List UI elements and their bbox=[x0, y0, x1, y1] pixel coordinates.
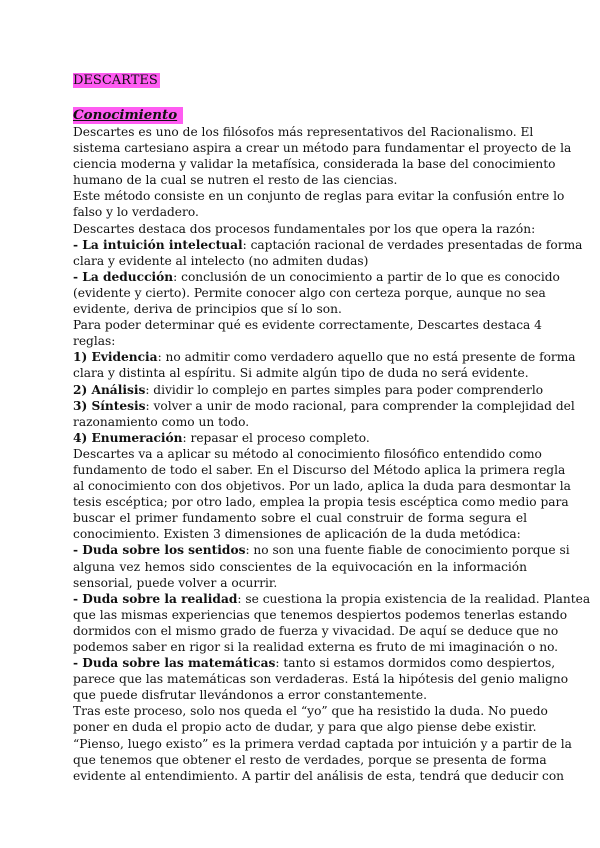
line-text: Descartes destaca dos procesos fundamentales por los que opera la razón: bbox=[73, 221, 536, 236]
line-text: ciencia moderna y validar la metafísica, considerada la base del conocimiento bbox=[73, 157, 556, 172]
line-text: clara y evidente al intelecto (no admiten dudas) bbox=[73, 253, 369, 268]
line-text: tesis escéptica; por otro lado, emplea la propia tesis escéptica como medio para bbox=[73, 495, 569, 510]
line-text: sensorial, puede volver a ocurrir. bbox=[73, 575, 278, 590]
line-text: evidente al entendimiento. A partir del análisis de esta, tendrá que deducir con bbox=[73, 768, 565, 783]
line-text: al conocimiento con dos objetivos. Por un lado, aplica la duda para desmontar la bbox=[73, 479, 571, 494]
line-text: podemos saber en rigor si la realidad externa es fruto de mi imaginación o no. bbox=[73, 640, 559, 654]
bold-term: 1) Evidencia bbox=[73, 350, 158, 365]
text-line bbox=[73, 510, 527, 526]
line-text: : volver a unir de modo racional, para comprender la complejidad del bbox=[145, 398, 575, 413]
line-text: fundamento de todo el saber. En el Discurso del Método aplica la primera regla bbox=[73, 462, 566, 477]
bold-term: - La deducción bbox=[73, 269, 174, 284]
line-text: alguna vez hemos sido conscientes de la equivocación en la información bbox=[73, 559, 527, 574]
text-line bbox=[73, 172, 527, 188]
line-text: falso y lo verdadero. bbox=[73, 205, 199, 220]
text-line bbox=[73, 478, 571, 494]
title-block bbox=[73, 72, 527, 107]
line-text: humano de la cual se nutren el resto de las ciencias. bbox=[73, 173, 398, 188]
text-line bbox=[73, 526, 527, 542]
bold-term: 4) Enumeración bbox=[73, 430, 183, 445]
line-text: : captación racional de verdades presentadas de forma bbox=[242, 237, 583, 252]
text-line bbox=[73, 188, 565, 204]
text-line bbox=[73, 204, 527, 220]
text-line bbox=[73, 719, 537, 735]
line-text: “Pienso, luego existo” es la primera verdad captada por intuición y a partir de la bbox=[73, 736, 572, 751]
text-line bbox=[73, 221, 536, 237]
line-text: evidente, deriva de principios que sí lo son. bbox=[73, 302, 342, 317]
text-line bbox=[73, 237, 583, 253]
line-text: : repasar el proceso completo. bbox=[182, 430, 370, 445]
line-text: sistema cartesiano aspira a crear un método para fundamentar el proyecto de la bbox=[73, 141, 572, 156]
line-text: Para poder determinar qué es evidente correctamente, Descartes destaca 4 bbox=[73, 318, 542, 333]
bold-term: - Duda sobre la realidad bbox=[73, 591, 238, 606]
bold-term: 2) Análisis bbox=[73, 382, 146, 397]
text-line bbox=[73, 703, 548, 719]
text-line bbox=[73, 623, 559, 639]
text-line bbox=[73, 269, 560, 285]
text-line bbox=[73, 253, 527, 269]
text-line bbox=[73, 382, 544, 398]
line-text: parece que las matemáticas son verdaderas. Está la hipótesis del genio maligno bbox=[73, 672, 569, 687]
text-line bbox=[73, 462, 566, 478]
document-body bbox=[73, 72, 591, 784]
text-line bbox=[73, 671, 569, 687]
text-line bbox=[73, 333, 527, 349]
line-text: : se cuestiona la propia existencia de la realidad. Plantea bbox=[237, 591, 591, 606]
text-lines bbox=[73, 124, 591, 784]
text-line bbox=[73, 365, 527, 381]
line-text: : no admitir como verdadero aquello que no está presente de forma bbox=[157, 350, 576, 365]
line-text: Descartes es uno de los filósofos más representativos del Racionalismo. El bbox=[73, 125, 534, 139]
text-line bbox=[73, 687, 527, 703]
text-line bbox=[73, 398, 575, 414]
line-text: que las mismas experiencias que tenemos despiertos podemos tenerlas estando bbox=[73, 607, 568, 622]
line-text: (evidente y cierto). Permite conocer algo con certeza porque, aunque no sea bbox=[73, 285, 546, 300]
line-text: conocimiento. Existen 3 dimensiones de aplicación de la duda metódica: bbox=[73, 527, 521, 542]
text-line bbox=[73, 494, 569, 510]
text-line bbox=[73, 639, 559, 655]
line-text: dormidos con el mismo grado de fuerza y vivacidad. De aquí se deduce que no bbox=[73, 623, 559, 638]
line-text: : dividir lo complejo en partes simples para poder comprenderlo bbox=[145, 382, 544, 397]
bold-term: 3) Síntesis bbox=[73, 398, 146, 413]
text-line bbox=[73, 301, 527, 317]
text-line bbox=[73, 430, 527, 446]
line-text: poner en duda el propio acto de dudar, y para que algo piense debe existir. bbox=[73, 720, 537, 735]
section-heading-block bbox=[73, 107, 527, 124]
text-line bbox=[73, 349, 576, 365]
text-line bbox=[73, 285, 546, 301]
section-heading: Conocimiento bbox=[73, 107, 183, 124]
bold-term: - Duda sobre las matemáticas bbox=[73, 656, 276, 671]
line-text: : tanto si estamos dormidos como despiertos, bbox=[275, 656, 556, 671]
text-line bbox=[73, 575, 527, 591]
text-line bbox=[73, 591, 591, 607]
text-line bbox=[73, 607, 568, 623]
line-text: Tras este proceso, solo nos queda el “yo” que ha resistido la duda. No puedo bbox=[73, 704, 548, 719]
line-text: que puede disfrutar llevándonos a error constantemente. bbox=[73, 688, 427, 703]
line-text: Descartes va a aplicar su método al conocimiento filosófico entendido como bbox=[73, 446, 542, 461]
text-line bbox=[73, 752, 547, 768]
line-text: razonamiento como un todo. bbox=[73, 414, 250, 429]
line-text: : no son una fuente fiable de conocimiento porque si bbox=[245, 543, 570, 558]
text-line bbox=[73, 768, 565, 784]
text-line bbox=[73, 655, 556, 671]
bold-term: - La intuición intelectual bbox=[73, 237, 243, 252]
line-text: que tenemos que obtener el resto de verdades, porque se presenta de forma bbox=[73, 752, 547, 767]
text-line bbox=[73, 317, 542, 333]
text-line bbox=[73, 736, 572, 752]
text-line bbox=[73, 542, 570, 558]
line-text: reglas: bbox=[73, 334, 116, 349]
text-line bbox=[73, 124, 534, 140]
line-text: buscar el primer fundamento sobre el cual construir de forma segura el bbox=[73, 511, 527, 526]
text-line bbox=[73, 446, 542, 462]
bold-term: - Duda sobre los sentidos bbox=[73, 543, 246, 558]
text-line bbox=[73, 559, 527, 575]
document-title: DESCARTES bbox=[73, 73, 158, 88]
line-text: : conclusión de un conocimiento a partir de lo que es conocido bbox=[173, 269, 560, 284]
line-text: clara y distinta al espíritu. Si admite algún tipo de duda no será evidente. bbox=[73, 366, 529, 381]
text-line bbox=[73, 140, 572, 156]
text-line bbox=[73, 414, 527, 430]
line-text: Este método consiste en un conjunto de reglas para evitar la confusión entre lo bbox=[73, 189, 565, 204]
text-line bbox=[73, 156, 556, 172]
